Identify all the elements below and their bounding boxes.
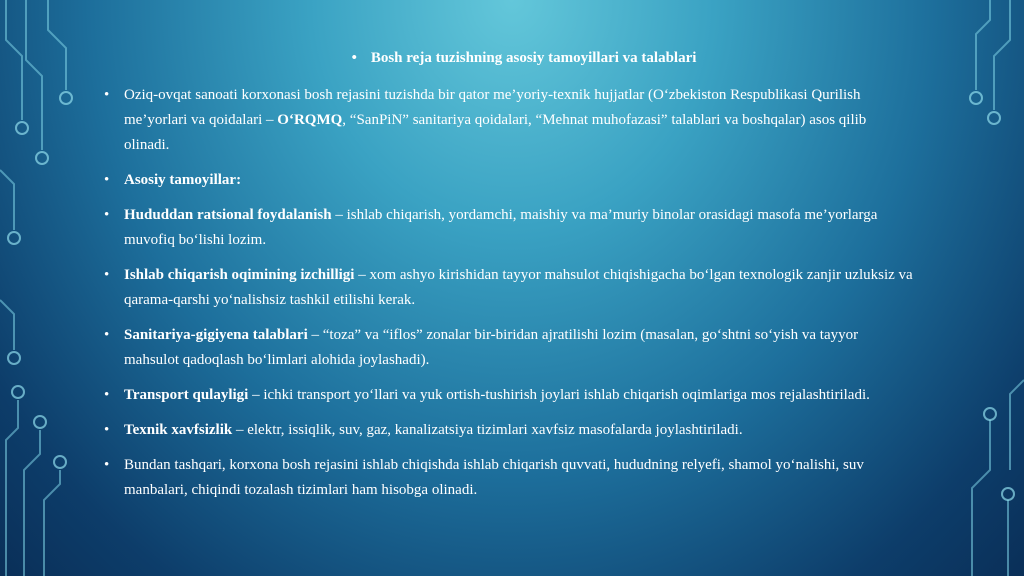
list-item [104,263,914,313]
bullet-icon: • [104,387,110,403]
list-item [104,383,914,408]
bullet-icon: • [104,267,110,283]
list-item [104,453,914,503]
item-text: – ichki transport yo‘llari va yuk ortish-tushirish joylari ishlab chiqarish oqimlariga mos rejalashtiriladi. [248,387,870,403]
bullet-icon: • [104,457,110,473]
bullet-icon: • [104,327,110,343]
bullet-icon: • [351,50,357,66]
item-text: , “SanPiN” sanitariya qoidalari, “Mehnat muhofazasi” talablari va boshqalar) asos qilib olinadi. [124,112,867,153]
item-text: – ishlab chiqarish, yordamchi, maishiy va ma’muriy binolar orasidagi masofa me’yorlarga muvofiq bo‘lishi lozim. [124,207,878,248]
title-text: Bosh reja tuzishning asosiy tamoyillari va talablari [370,50,697,66]
bullet-list [104,83,914,503]
slide-title [104,46,914,71]
item-text: Bundan tashqari, korxona bosh rejasini ishlab chiqishda ishlab chiqarish quvvati, hududning relyefi, shamol yo‘nalishi, suv manbalari, chiqindi tozalash tizimlari ham hisobga olinadi. [124,457,864,498]
bullet-icon: • [104,207,110,223]
item-bold: Texnik xavfsizlik [124,422,233,438]
item-bold: Asosiy tamoyillar: [124,172,242,188]
list-item [104,168,914,193]
item-bold: Hududdan ratsional foydalanish [124,207,332,223]
item-text: Oziq-ovqat sanoati korxonasi bosh rejasini tuzishda bir qator me’yoriy-texnik hujjatlar (O‘zbekiston Respublikasi Qurilish me’yorlari va qoidalari – [124,87,861,128]
item-bold: O‘RQMQ [277,112,343,128]
list-item [104,83,914,158]
item-bold: Ishlab chiqarish oqimining izchilligi [124,267,355,283]
bullet-icon: • [104,422,110,438]
item-bold: Transport qulayligi [124,387,249,403]
item-text: – elektr, issiqlik, suv, gaz, kanalizatsiya tizimlari xavfsiz masofalarda joylashtiriladi. [232,422,743,438]
list-item [104,203,914,253]
bullet-icon: • [104,87,110,103]
item-text: – xom ashyo kirishidan tayyor mahsulot chiqishigacha bo‘lgan texnologik zanjir uzluksiz va qarama-qarshi yo‘nalishsiz tashkil etilishi kerak. [124,267,913,308]
list-item [104,418,914,443]
item-text: – “toza” va “iflos” zonalar bir-biridan ajratilishi lozim (masalan, go‘shtni so‘yish va tayyor mahsulot qadoqlash bo‘limlari alohida joylashadi). [124,327,859,368]
slide-content [104,46,914,513]
bullet-icon: • [104,172,110,188]
list-item [104,323,914,373]
item-bold: Sanitariya-gigiyena talablari [124,327,308,343]
